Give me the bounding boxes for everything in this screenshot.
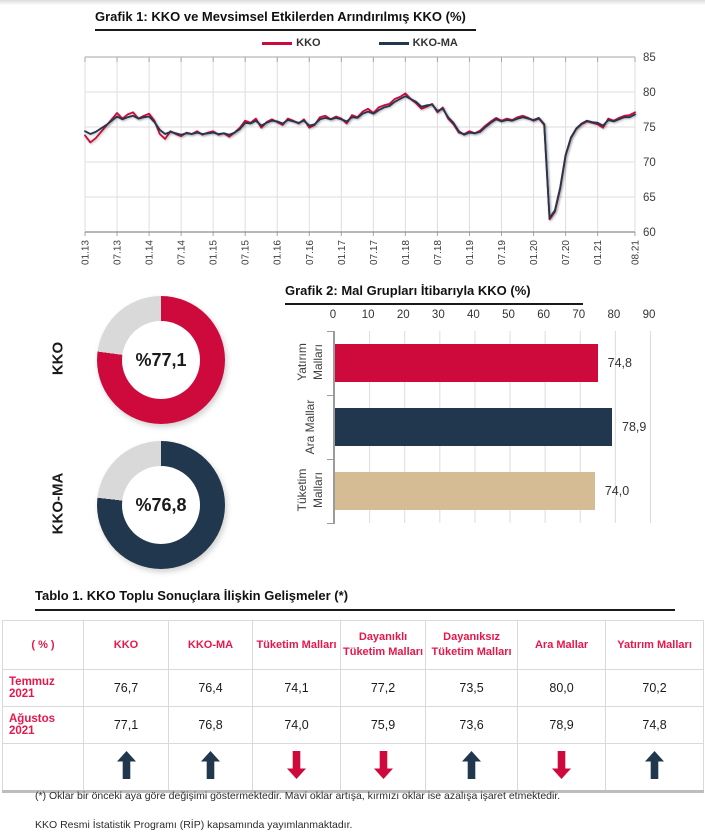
y-axis-tick-label: 85 xyxy=(643,52,656,64)
up-arrow-icon xyxy=(201,751,220,779)
x-axis-tick-label: 01.19 xyxy=(464,240,476,266)
x-axis-tick-label: 01.17 xyxy=(336,240,348,266)
legend-label: KKO xyxy=(296,37,321,49)
table-arrow-cell xyxy=(606,744,704,792)
table-cell: 77,1 xyxy=(84,707,169,744)
table-cell: 76,8 xyxy=(169,707,253,744)
x-axis-tick-label: 07.14 xyxy=(176,240,188,266)
table-header-col6: Ara Mallar xyxy=(518,621,606,670)
x-axis-tick-label: 01.18 xyxy=(400,240,412,266)
table-header-col4: Dayanıklı Tüketim Malları xyxy=(341,621,426,670)
x-axis-tick-label: 08.21 xyxy=(630,240,642,266)
footnote-arrows: (*) Oklar bir önceki aya göre değişimi göstermektedir. Mavi oklar artışa, kırmızı oklar ise azalışa işaret etmektedir. xyxy=(35,790,561,802)
kko-ma-donut-hole xyxy=(122,466,200,544)
bar-value-label: 78,9 xyxy=(622,420,647,434)
x-axis-tick-label: 01.13 xyxy=(80,240,92,266)
kko-ma-donut-chart xyxy=(97,441,225,569)
grafik1-line-chart xyxy=(0,45,705,287)
tablo1-table xyxy=(2,620,704,793)
bar-category-label: Yatırım Malları xyxy=(295,343,325,381)
grafik1-title: Grafik 1: KKO ve Mevsimsel Etkilerden Arındırılmış KKO (%) xyxy=(95,9,476,31)
table-header-col5: Dayanıksız Tüketim Malları xyxy=(426,621,518,670)
kko-ma-donut-label: KKO-MA xyxy=(49,472,67,535)
x-axis-tick-label: 07.19 xyxy=(497,240,509,266)
y-axis-tick-label: 70 xyxy=(643,157,656,169)
table-arrow-cell xyxy=(169,744,253,792)
y-axis-tick-label: 60 xyxy=(643,227,656,239)
table-cell: 76,4 xyxy=(169,670,253,707)
grafik2-title: Grafik 2: Mal Grupları İtibarıyla KKO (%) xyxy=(285,283,583,305)
table-header-col7: Yatırım Malları xyxy=(606,621,704,670)
bar-3 xyxy=(335,472,595,510)
kko-donut-value: %77,1 xyxy=(135,349,187,370)
grafik2-bar-chart xyxy=(333,331,651,523)
x-axis-tick-label: 01.15 xyxy=(208,240,220,266)
table-header-col3: Tüketim Malları xyxy=(253,621,341,670)
kko-donut-label: KKO xyxy=(49,341,67,376)
tablo1-title: Tablo 1. KKO Toplu Sonuçlara İlişkin Gelişmeler (*) xyxy=(35,588,675,611)
bar-category-label: Tüketim Malları xyxy=(295,468,325,512)
x-axis-tick-label: 07.17 xyxy=(368,240,380,266)
down-arrow-icon xyxy=(374,751,393,779)
table-cell: 73,6 xyxy=(426,707,518,744)
x-axis-tick-label: 40 xyxy=(467,309,480,321)
table-header-col2: KKO-MA xyxy=(169,621,253,670)
down-arrow-icon xyxy=(287,751,306,779)
kko-donut-hole xyxy=(122,321,200,399)
axis-tick xyxy=(327,395,335,396)
down-arrow-icon xyxy=(552,751,571,779)
table-arrow-cell xyxy=(426,744,518,792)
x-axis-tick-label: 07.15 xyxy=(240,239,252,266)
y-axis-tick-label: 80 xyxy=(643,87,656,99)
table-cell: 76,7 xyxy=(84,670,169,707)
x-axis-tick-label: 01.16 xyxy=(272,240,284,266)
table-cell: 78,9 xyxy=(518,707,606,744)
table-row-label: Temmuz 2021 xyxy=(3,670,84,707)
series-kko xyxy=(85,93,635,219)
bar-value-label: 74,8 xyxy=(607,356,632,370)
table-header-col0: ( % ) xyxy=(3,621,84,670)
table-cell: 74,0 xyxy=(253,707,341,744)
table-empty-cell xyxy=(3,744,84,792)
table-row-label: Ağustos 2021 xyxy=(3,707,84,744)
table-arrow-cell xyxy=(84,744,169,792)
x-axis-tick-label: 01.14 xyxy=(144,240,156,266)
x-axis-tick-label: 90 xyxy=(642,309,656,321)
table-arrow-cell xyxy=(253,744,341,792)
x-axis-tick-label: 50 xyxy=(502,309,515,321)
up-arrow-icon xyxy=(645,751,664,779)
y-axis-tick-label: 65 xyxy=(643,192,656,204)
x-axis-tick-label: 20 xyxy=(396,309,410,321)
bar-value-label: 74,0 xyxy=(604,484,630,498)
table-cell: 70,2 xyxy=(606,670,704,707)
y-axis-tick-label: 75 xyxy=(643,122,656,134)
x-axis-tick-label: 07.18 xyxy=(432,240,444,266)
x-axis-tick-label: 07.16 xyxy=(304,240,316,266)
x-axis-tick-label: 01.21 xyxy=(593,240,605,266)
table-cell: 75,9 xyxy=(341,707,426,744)
x-axis-tick-label: 07.13 xyxy=(112,240,124,266)
up-arrow-icon xyxy=(462,751,481,779)
bar-category-label: Ara Mallar xyxy=(303,399,317,455)
bar-1 xyxy=(335,344,598,382)
table-header-col1: KKO xyxy=(84,621,169,670)
x-axis-tick-label: 07.20 xyxy=(561,240,573,266)
x-axis-tick-label: 10 xyxy=(361,309,375,321)
table-cell: 73,5 xyxy=(426,670,518,707)
kko-ma-donut-value: %76,8 xyxy=(135,494,187,515)
x-axis-tick-label: 70 xyxy=(572,309,586,321)
table-arrow-cell xyxy=(518,744,606,792)
x-axis-tick-label: 30 xyxy=(431,309,445,321)
grafik2-x-axis xyxy=(329,309,663,323)
axis-tick xyxy=(327,523,335,524)
table-cell: 77,2 xyxy=(341,670,426,707)
legend-label: KKO-MA xyxy=(412,37,458,49)
table-cell: 74,8 xyxy=(606,707,704,744)
up-arrow-icon xyxy=(117,751,136,779)
axis-tick xyxy=(327,459,335,460)
bar-2 xyxy=(335,408,612,446)
x-axis-tick-label: 01.20 xyxy=(529,240,541,266)
kko-donut-chart xyxy=(97,296,225,424)
footnote-rip: KKO Resmi İstatistik Programı (RİP) kapsamında yayımlanmaktadır. xyxy=(35,819,353,831)
table-arrow-cell xyxy=(341,744,426,792)
x-axis-tick-label: 60 xyxy=(537,309,551,321)
table-cell: 74,1 xyxy=(253,670,341,707)
table-cell: 80,0 xyxy=(518,670,606,707)
axis-tick xyxy=(327,331,335,332)
x-axis-tick-label: 80 xyxy=(607,309,621,321)
x-axis-tick-label: 0 xyxy=(329,309,337,321)
